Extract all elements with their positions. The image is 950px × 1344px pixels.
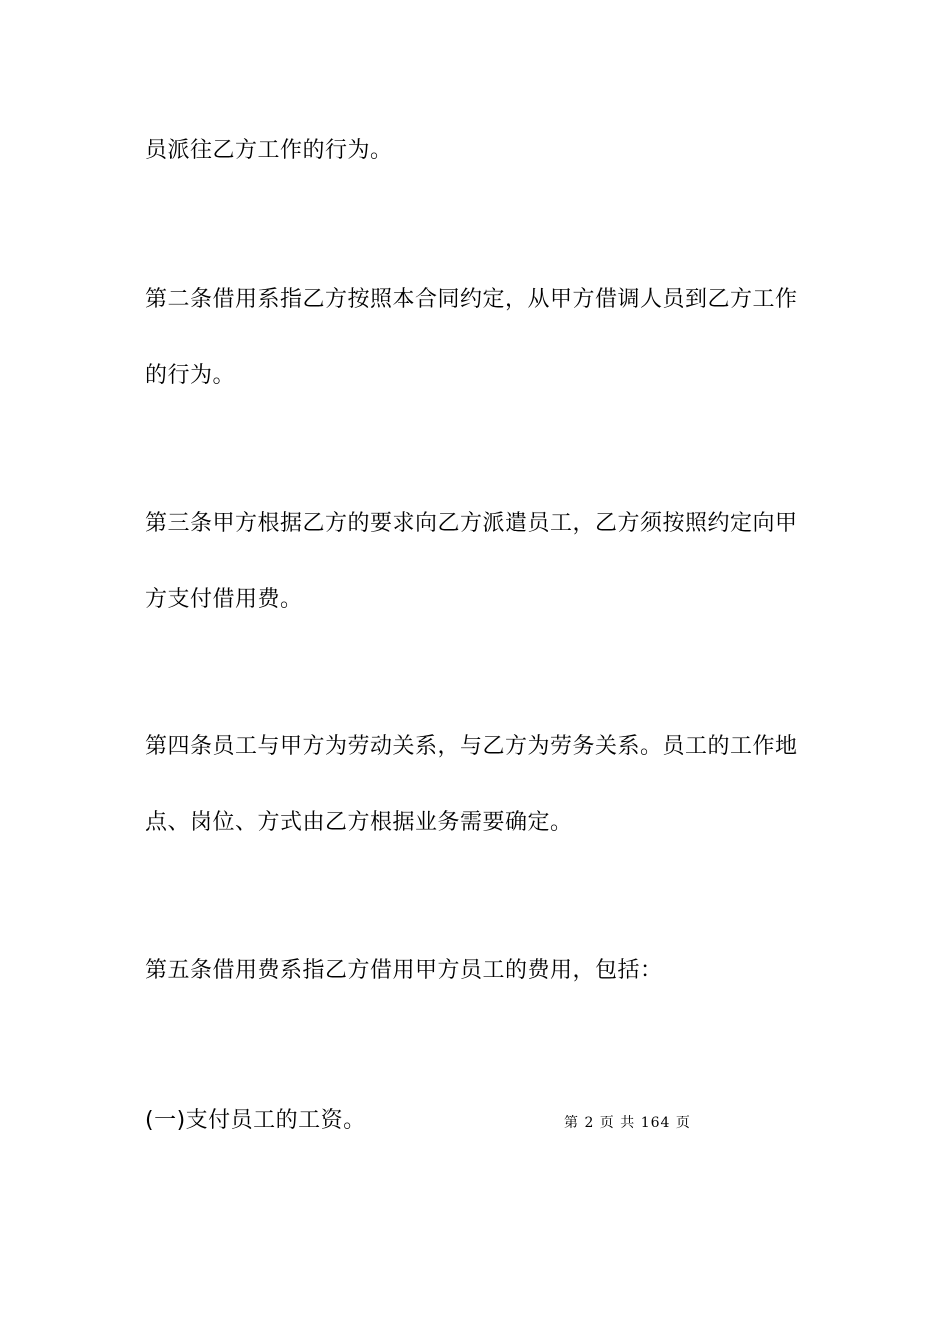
page-number: 第 2 页 共 164 页 <box>564 1115 691 1131</box>
paragraph-line: 员派往乙方工作的行为。 <box>145 138 393 163</box>
paragraph-line: 方支付借用费。 <box>145 587 303 612</box>
paragraph-line: 的行为。 <box>145 363 236 388</box>
paragraph-line: 点、岗位、方式由乙方根据业务需要确定。 <box>145 810 573 835</box>
paragraph-line: 第三条甲方根据乙方的要求向乙方派遣员工，乙方须按照约定向甲 <box>145 511 798 536</box>
paragraph-line: 第四条员工与甲方为劳动关系，与乙方为劳务关系。员工的工作地 <box>145 734 798 759</box>
paragraph-line: (一)支付员工的工资。 <box>145 1108 366 1133</box>
paragraph-line: 第五条借用费系指乙方借用甲方员工的费用，包括： <box>145 958 663 983</box>
paragraph-line: 第二条借用系指乙方按照本合同约定，从甲方借调人员到乙方工作 <box>145 287 798 312</box>
